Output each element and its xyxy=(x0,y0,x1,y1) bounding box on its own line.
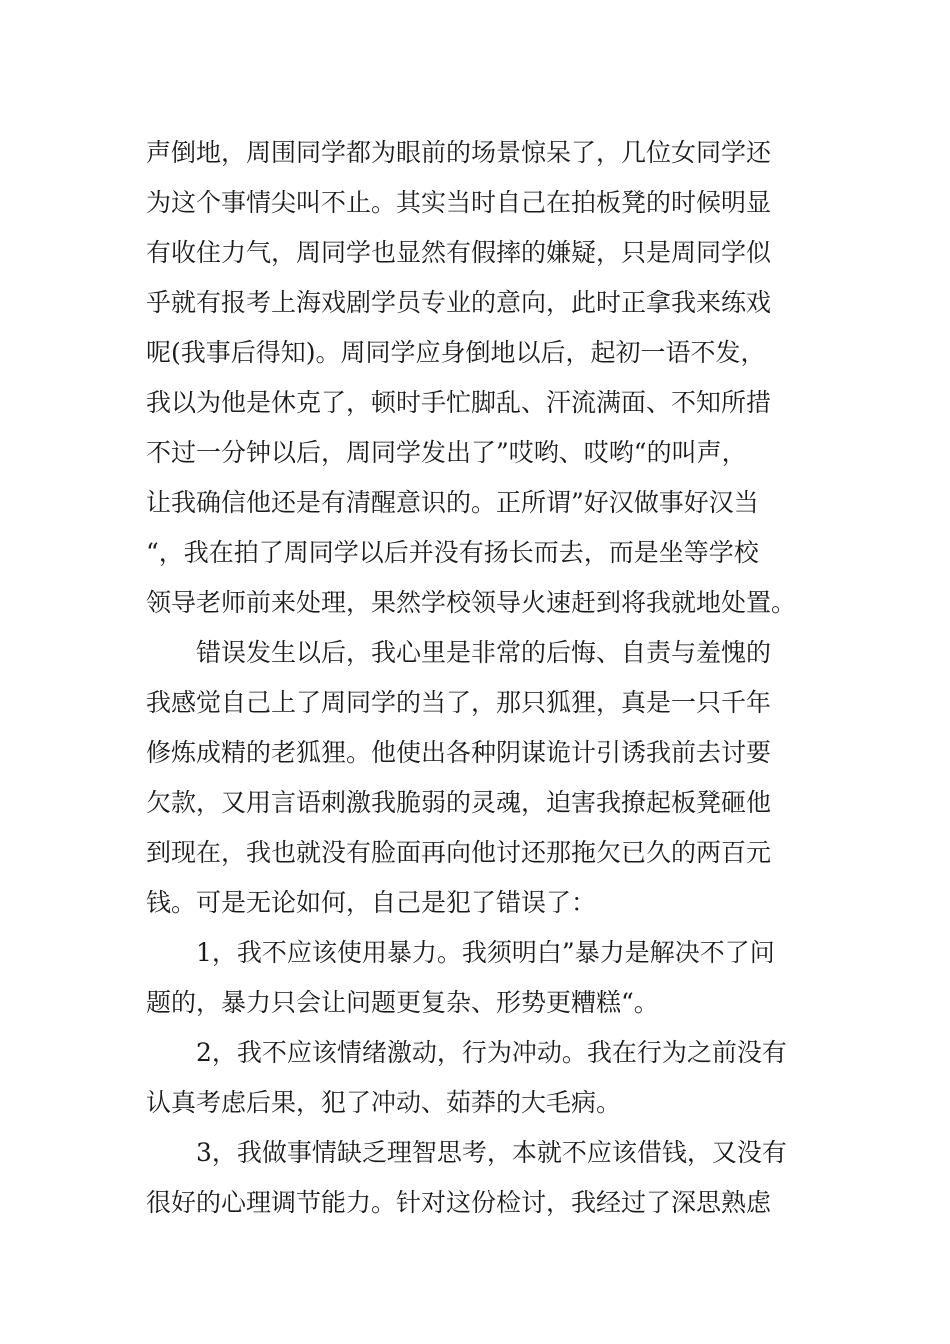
text-line: 有收住力气，周同学也显然有假摔的嫌疑，只是周同学似 xyxy=(146,238,772,267)
text-line: 让我确信他还是有清醒意识的。正所谓”好汉做事好汉当 xyxy=(146,488,759,517)
text-line: 题的，暴力只会让问题更复杂、形势更糟糕“。 xyxy=(146,988,659,1017)
text-line: 钱。可是无论如何，自己是犯了错误了： xyxy=(146,888,597,917)
text-line: “，我在拍了周同学以后并没有扬长而去，而是坐等学校 xyxy=(146,538,759,567)
text-line: 呢(我事后得知)。周同学应身倒地以后，起初一语不发， xyxy=(146,338,766,367)
text-line: 我感觉自己上了周同学的当了，那只狐狸，真是一只千年 xyxy=(146,688,772,717)
document-body xyxy=(146,128,816,1228)
list-item-3: 3，我做事情缺乏理智思考，本就不应该借钱，又没有 xyxy=(196,1138,787,1167)
text-line: 修炼成精的老狐狸。他使出各种阴谋诡计引诱我前去讨要 xyxy=(146,738,772,767)
text-line: 我以为他是休克了，顿时手忙脚乱、汗流满面、不知所措 xyxy=(146,388,772,417)
text-line: 到现在，我也就没有脸面再向他讨还那拖欠已久的两百元 xyxy=(146,838,772,867)
text-line: 乎就有报考上海戏剧学员专业的意向，此时正拿我来练戏 xyxy=(146,288,772,317)
text-line: 不过一分钟以后，周同学发出了”哎哟、哎哟“的叫声， xyxy=(146,438,747,467)
list-item-2: 2，我不应该情绪激动，行为冲动。我在行为之前没有 xyxy=(196,1038,787,1067)
text-line: 认真考虑后果，犯了冲动、茹莽的大毛病。 xyxy=(146,1088,622,1117)
text-line: 领导老师前来处理，果然学校领导火速赶到将我就地处置。 xyxy=(146,588,797,617)
paragraph-first-line: 错误发生以后，我心里是非常的后悔、自责与羞愧的 xyxy=(196,638,772,667)
text-line: 欠款，又用言语刺激我脆弱的灵魂，迫害我撩起板凳砸他 xyxy=(146,788,772,817)
text-line: 为这个事情尖叫不止。其实当时自己在拍板凳的时候明显 xyxy=(146,188,772,217)
text-line: 声倒地，周围同学都为眼前的场景惊呆了，几位女同学还 xyxy=(146,138,772,167)
text-line: 很好的心理调节能力。针对这份检讨，我经过了深思熟虑 xyxy=(146,1188,772,1217)
list-item-1: 1，我不应该使用暴力。我须明白”暴力是解决不了问 xyxy=(196,938,775,967)
